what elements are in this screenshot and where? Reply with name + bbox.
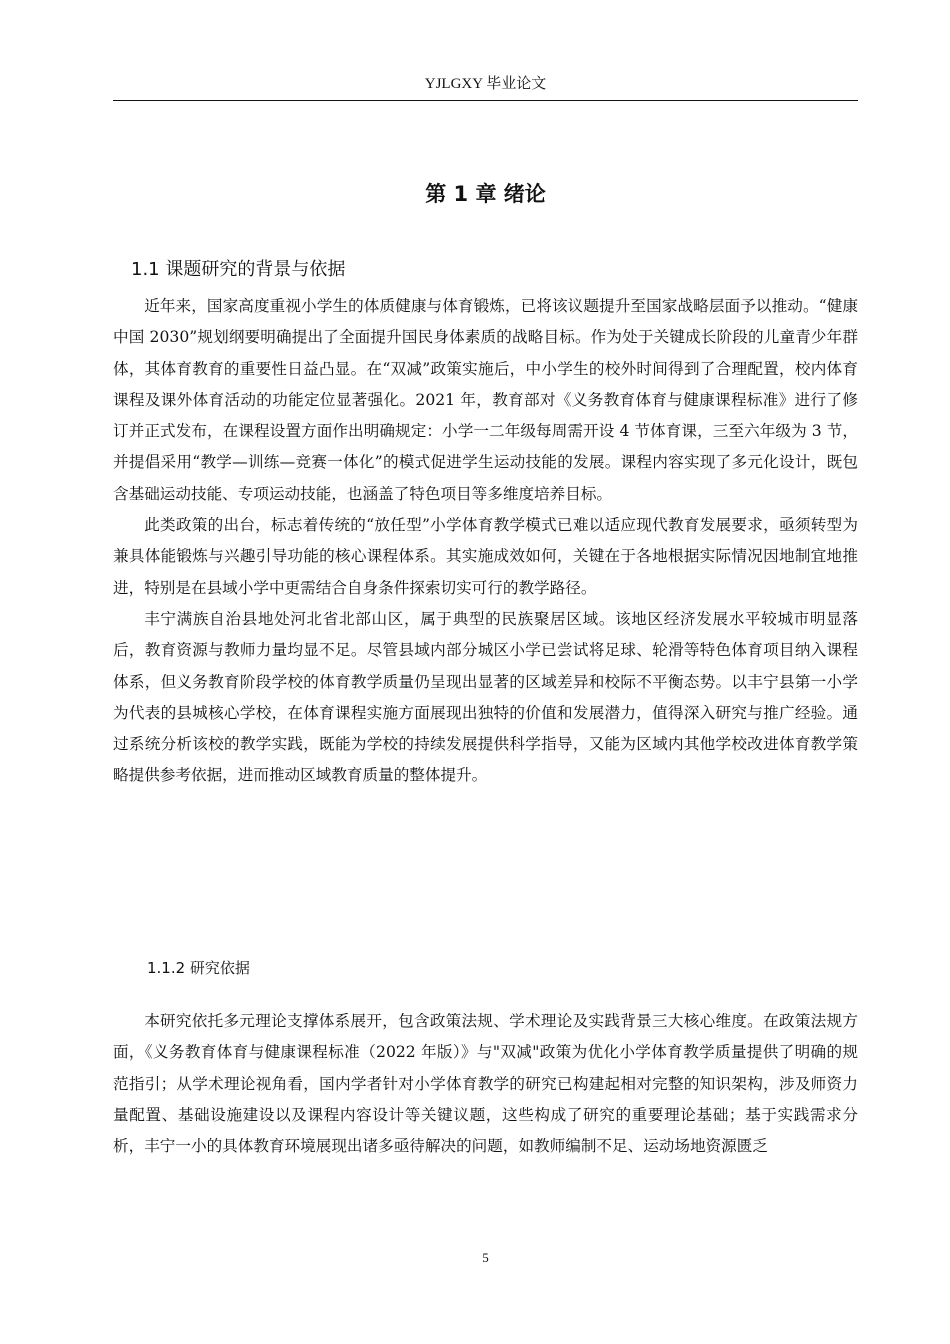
paragraph: 丰宁满族自治县地处河北省北部山区，属于典型的民族聚居区域。该地区经济发展水平较城市明显落后，教育资源与教师力量均显不足。尽管县域内部分城区小学已尝试将足球、轮滑等特色体育项目纳入课程体系，但义务教育阶段学校的体育教学质量仍呈现出显著的区域差异和校际不平衡态势。以丰宁县第一小学为代表的县城核心学校，在体育课程实施方面展现出独特的价值和发展潜力，值得深入研究与推广经验。通过系统分析该校的教学实践，既能为学校的持续发展提供科学指导，又能为区域内其他学校改进体育教学策略提供参考依据，进而推动区域教育质量的整体提升。 (113, 609, 858, 785)
section-1-1-2-body (113, 1006, 858, 1162)
page-number: 5 (482, 1250, 489, 1265)
chapter-title: 第 1 章 绪论 (425, 182, 546, 206)
paragraph: 此类政策的出台，标志着传统的“放任型”小学体育教学模式已难以适应现代教育发展要求，亟须转型为兼具体能锻炼与兴趣引导功能的核心课程体系。其实施成效如何，关键在于各地根据实际情况因地制宜地推进，特别是在县域小学中更需结合自身条件探索切实可行的教学路径。 (113, 516, 858, 597)
section-1-1-body (113, 291, 858, 792)
paragraph: 近年来，国家高度重视小学生的体质健康与体育锻炼，已将该议题提升至国家战略层面予以推动。“健康中国 2030”规划纲要明确提出了全面提升国民身体素质的战略目标。作为处于关键成长阶段的儿童青少年群体，其体育教育的重要性日益凸显。在“双减”政策实施后，中小学生的校外时间得到了合理配置，校内体育课程及课外体育活动的功能定位显著强化。2021 年，教育部对《义务教育体育与健康课程标准》进行了修订并正式发布，在课程设置方面作出明确规定：小学一二年级每周需开设 4 节体育课，三至六年级为 3 节，并提倡采用“教学—训练—竞赛一体化”的模式促进学生运动技能的发展。课程内容实现了多元化设计，既包含基础运动技能、专项运动技能，也涵盖了特色项目等多维度培养目标。 (113, 297, 858, 503)
paragraph: 本研究依托多元理论支撑体系展开，包含政策法规、学术理论及实践背景三大核心维度。在政策法规方面，《义务教育体育与健康课程标准（2022 年版）》与"双减"政策为优化小学体育教学质量提供了明确的规范指引；从学术理论视角看，国内学者针对小学体育教学的研究已构建起相对完整的知识架构，涉及师资力量配置、基础设施建设以及课程内容设计等关键议题，这些构成了研究的重要理论基础；基于实践需求分析，丰宁一小的具体教育环境展现出诸多亟待解决的问题，如教师编制不足、运动场地资源匮乏 (113, 1012, 858, 1156)
header-rule (113, 100, 858, 101)
subsection-title-1-1-2: 1.1.2 研究依据 (147, 959, 250, 977)
running-header: YJLGXY 毕业论文 (424, 76, 547, 92)
section-title-1-1: 1.1 课题研究的背景与依据 (131, 259, 346, 280)
